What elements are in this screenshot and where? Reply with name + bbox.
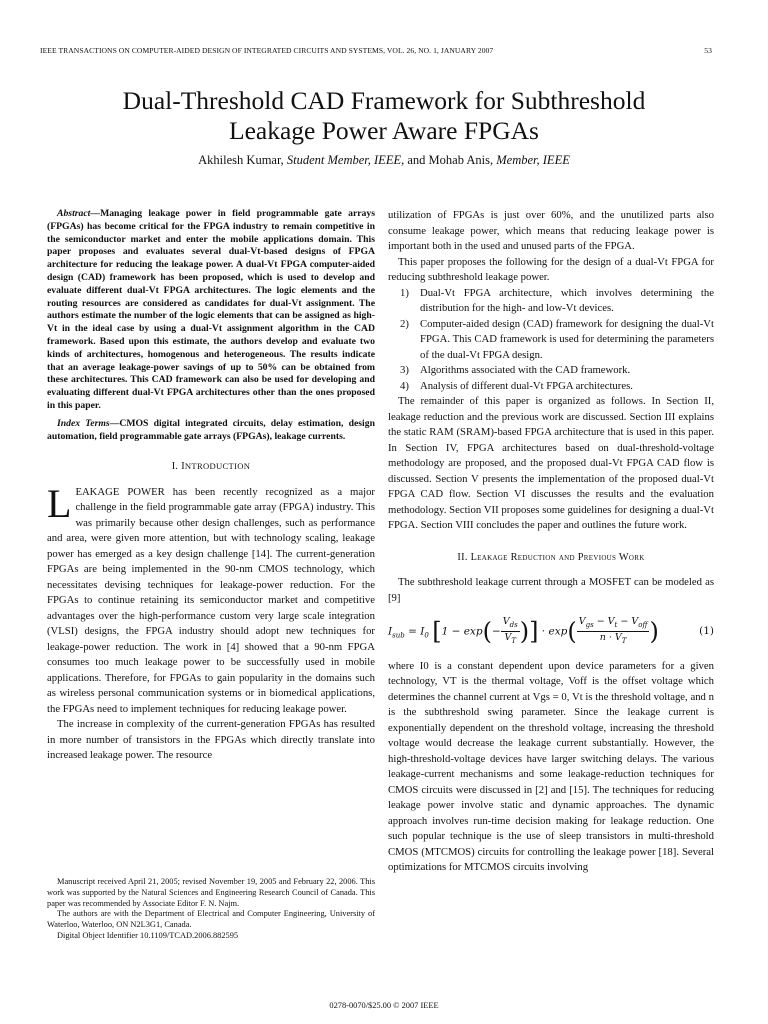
footnote-manuscript: Manuscript received April 21, 2005; revised November 19, 2005 and February 22, 2006. This work was supported by the Natural Sciences and Engineering Research Council of Canada. This paper was recommended by Associate Editor F. N. Najm. bbox=[47, 877, 375, 908]
list-item-text: Algorithms associated with the CAD framework. bbox=[420, 364, 631, 376]
equation-number: (1) bbox=[699, 624, 714, 637]
list-item-number: 1) bbox=[400, 286, 409, 299]
index-terms-dash: — bbox=[109, 417, 120, 429]
section-2-numeral: II. bbox=[457, 551, 468, 563]
list-item bbox=[400, 317, 714, 364]
intro-paragraph-2: The increase in complexity of the current-generation FPGAs has resulted in more number of transistors in the FPGAs which directly translate into increased leakage power. The resource bbox=[47, 718, 375, 762]
left-column bbox=[47, 208, 375, 764]
abstract-text: Managing leakage power in field programmable gate arrays (FPGAs) has become critical for the FPGA industry to remain competitive in the semiconductor market and enter the mobile applications domain. This paper proposes and evaluates several dual-Vt-based designs of FPGA architecture for reducing the leakage power. A dual-Vt FPGA computer-aided design (CAD) framework has been proposed, which is used to develop and evaluate different dual-Vt FPGA architectures. The logic elements and the routing resources are considered as candidates for dual-Vt assignment. The authors estimate the number of the logic elements that can be assigned as high-Vt in the ideal case by using a dual-Vt assignment algorithm in the CAD framework. Based upon this estimate, the authors develop and evaluate two kinds of architectures, homogenous and heterogeneous. The results indicate that an average leakage-power savings of up to 50% can be obtained from these architectures. This CAD framework can also be used for developing and evaluating different dual-Vt FPGA architectures other than the ones proposed in this paper. bbox=[47, 208, 375, 411]
drop-cap: L bbox=[47, 480, 72, 526]
section-2-title: Leakage Reduction and Previous Work bbox=[470, 551, 645, 563]
paper-title bbox=[0, 86, 768, 146]
intro-paragraph-3: This paper proposes the following for the design of a dual-Vt FPGA for reducing subthreshold leakage power. bbox=[388, 255, 714, 283]
author-2: Mohab Anis, bbox=[428, 153, 494, 167]
list-item-number: 4) bbox=[400, 379, 409, 392]
page-number: 53 bbox=[704, 46, 712, 55]
footnote-affiliation: The authors are with the Department of Electrical and Computer Engineering, University of Waterloo, Waterloo, ON N2L3G1, Canada. bbox=[47, 909, 375, 930]
section-2-paragraph-1: The subthreshold leakage current through a MOSFET can be modeled as [9] bbox=[388, 576, 714, 604]
intro-paragraph-1 bbox=[47, 480, 375, 718]
index-terms-lead: Index Terms bbox=[57, 417, 110, 429]
list-item bbox=[400, 286, 714, 317]
contribution-list bbox=[388, 286, 714, 395]
equation-1 bbox=[388, 616, 714, 647]
footnotes bbox=[47, 877, 375, 942]
journal-name: IEEE TRANSACTIONS ON COMPUTER-AIDED DESIGN OF INTEGRATED CIRCUITS AND SYSTEMS, VOL. 26, NO. 1, JANUARY 2007 bbox=[40, 46, 494, 55]
list-item-number: 2) bbox=[400, 317, 409, 330]
author-conjunction: and bbox=[407, 153, 426, 167]
right-column bbox=[388, 208, 714, 876]
title-line-2: Leakage Power Aware FPGAs bbox=[229, 116, 539, 145]
section-1-heading bbox=[47, 459, 375, 475]
list-item-text: Analysis of different dual-Vt FPGA architectures. bbox=[420, 379, 633, 392]
list-item bbox=[400, 379, 714, 395]
author-1: Akhilesh Kumar, bbox=[198, 153, 284, 167]
equation-body: $I_{sub} = I_0$ [1 − exp(− $\frac{V_{ds}}{V_T}$ )] · exp( $\frac{V_{gs} - V_t - V_{off}}{n \cdot V_T}$ ) bbox=[388, 616, 659, 646]
running-header bbox=[40, 46, 712, 55]
index-terms-text: CMOS digital integrated circuits, delay estimation, design automation, field programmable gate arrays (FPGAs), leakage currents. bbox=[47, 417, 375, 442]
list-item bbox=[400, 363, 714, 379]
copyright-notice: 0278-0070/$25.00 © 2007 IEEE bbox=[329, 1001, 439, 1010]
abstract bbox=[47, 208, 375, 413]
list-item-text: Dual-Vt FPGA architecture, which involves determining the distribution for the high- and low-Vt devices. bbox=[420, 286, 714, 314]
footnote-doi: Digital Object Identifier 10.1109/TCAD.2006.882595 bbox=[57, 930, 239, 940]
section-1-title-rest: NTRODUCTION bbox=[184, 461, 251, 472]
index-terms bbox=[47, 418, 375, 444]
intro-paragraph-2-continued: utilization of FPGAs is just over 60%, and the unutilized parts also consume leakage power, which means that reducing leakage power is important both in the used and unused parts of the FPGA. bbox=[388, 209, 714, 252]
intro-paragraph-1-text: EAKAGE POWER has been recently recognized as a major challenge in the field programmable gate array (FPGA) industry. This was primarily because other design challenges, such as performance and area, were given more attention, but with technology scaling, leakage power has emerged as a key design challenge [14]. The current-generation FPGAs are being implemented in the 90-nm CMOS technology, which necessitates devising techniques for leakage-power reduction. For the FPGAs to continue retaining its semiconductor market and competitive advantages over the high-performance custom very large scale integration (VLSI) designs, the FPGA industry should adopt new techniques for leakage-power reduction. The work in [4] showed that a 90-nm FPGA consumes too much leakage power to be successfully used in mobile applications. Therefore, for FPGAs to gain popularity in the domains such as wireless personal communication systems or in biomedical applications, the FPGAs need to implement techniques for reducing leakage power. bbox=[47, 485, 375, 715]
section-1-title-first: I bbox=[181, 461, 185, 473]
abstract-lead: Abstract bbox=[57, 208, 91, 219]
author-list bbox=[0, 153, 768, 168]
list-item-text: Computer-aided design (CAD) framework for designing the dual-Vt FPGA. This CAD framework is used for determining the parameters of the dual-Vt FPGA design. bbox=[420, 317, 714, 361]
section-2-paragraph-2: where I0 is a constant dependent upon device parameters for a given technology, VT is the thermal voltage, Voff is the offset voltage which determines the channel current at Vgs = 0, Vt is the threshold voltage, and n is the subthreshold swing parameter. Since the leakage current is exponentially dependent on the threshold voltage, increasing the threshold voltage would decrease the leakage current substantially. However, the high-threshold-voltage devices have larger switching delays. The various leakage-current mechanisms and some leakage-reduction techniques for CMOS circuits were discussed in [2] and [15]. The techniques for reducing leakage power involve static and dynamic approaches. The dynamic approach involves run-time decision making for leakage reduction. One such popular technique is the use of sleep transistors in multi-threshold CMOS (MTCMOS) circuits for controlling the leakage power [18]. Several optimizations for MTCMOS circuits involving bbox=[388, 659, 714, 874]
abstract-dash: — bbox=[90, 208, 101, 219]
title-line-1: Dual-Threshold CAD Framework for Subthreshold bbox=[122, 86, 646, 115]
list-item-number: 3) bbox=[400, 364, 409, 376]
section-2-heading bbox=[388, 550, 714, 566]
section-1-numeral: I. bbox=[171, 461, 179, 473]
author-2-role: Member, IEEE bbox=[496, 153, 570, 167]
author-1-role: Student Member, IEEE, bbox=[286, 153, 405, 167]
intro-paragraph-4: The remainder of this paper is organized as follows. In Section II, leakage reduction and the previous work are discussed. Section III explains the static RAM (SRAM)-based FPGA architecture that is used in this paper. In Section IV, FPGA architectures based on dual-threshold-voltage methodology are proposed, and the proposed dual-Vt FPGA CAD flow is discussed. Section V presents the implementation of the proposed dual-Vt FPGA CAD flow. Section VI discusses the results and the evaluation methodology. Section VII proposes some guidelines for designing a dual-Vt FPGA. Section VIII concludes the paper and outlines the future work. bbox=[388, 395, 714, 531]
